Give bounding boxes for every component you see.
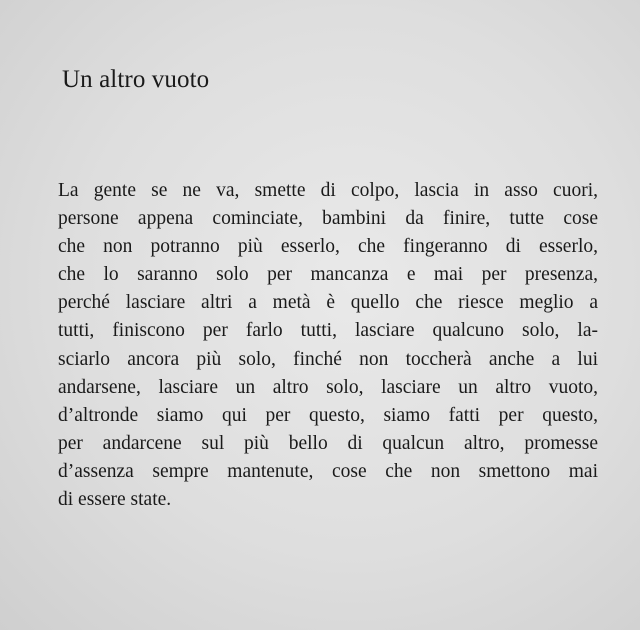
poem-text (58, 177, 598, 514)
text-line: per andarcene sul più bello di qualcun altro, promesse (58, 432, 598, 454)
text-line: d’altronde siamo qui per questo, siamo fatti per questo, (58, 404, 598, 426)
text-line: tutti, finiscono per farlo tutti, lasciare qualcuno solo, la- (58, 320, 598, 342)
text-line: persone appena cominciate, bambini da finire, tutte cose (58, 208, 598, 230)
text-line: di essere state. (58, 489, 172, 511)
text-line: perché lasciare altri a metà è quello che riesce meglio a (58, 292, 598, 314)
text-line: che non potranno più esserlo, che fingeranno di esserlo, (58, 236, 598, 258)
page-title: Un altro vuoto (62, 66, 210, 93)
text-line: La gente se ne va, smette di colpo, lascia in asso cuori, (58, 180, 598, 201)
text-line: che lo saranno solo per mancanza e mai per presenza, (58, 264, 598, 286)
text-line: sciarlo ancora più solo, finché non toccherà anche a lui (58, 348, 598, 370)
text-line: andarsene, lasciare un altro solo, lasciare un altro vuoto, (58, 376, 598, 398)
text-line: d’assenza sempre mantenute, cose che non smettono mai (58, 460, 598, 482)
